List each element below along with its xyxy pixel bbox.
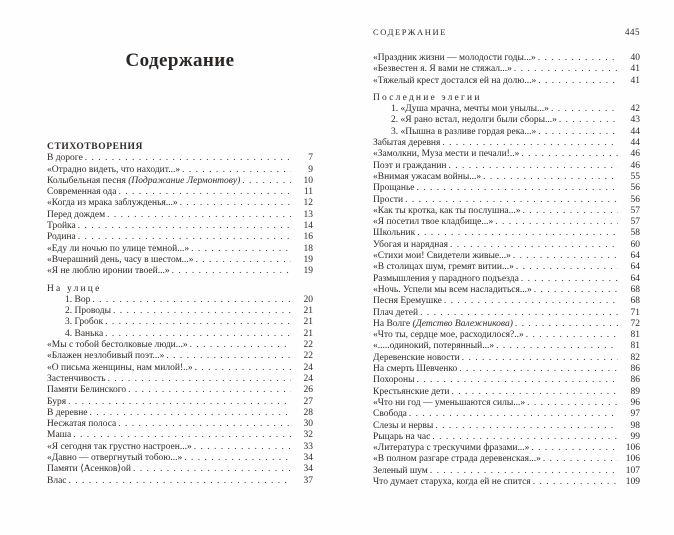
toc-entry xyxy=(47,306,313,317)
toc-entry xyxy=(47,340,313,351)
entry-title: «Что ни год — уменьшаются силы...» xyxy=(373,397,526,408)
toc-entry xyxy=(373,115,640,126)
leader-dots xyxy=(196,255,291,266)
toc-entry xyxy=(373,183,640,194)
entry-title: Несжатая полоса xyxy=(47,419,117,430)
entry-title: Крестьянские дети xyxy=(373,386,450,397)
toc-entry xyxy=(373,364,640,375)
entry-page-number: 60 xyxy=(630,239,640,250)
toc-entry xyxy=(373,454,640,465)
entry-page-number: 86 xyxy=(630,375,640,386)
toc-entry xyxy=(373,228,640,239)
toc-entry xyxy=(373,172,640,183)
toc-entry xyxy=(373,285,640,296)
leader-dots xyxy=(417,183,618,194)
entry-title: Последние элегии xyxy=(373,92,482,103)
leader-dots xyxy=(513,251,618,262)
leader-dots xyxy=(538,76,618,87)
entry-title: «О письма женщины, нам милой!..» xyxy=(47,362,193,373)
entry-page-number: 71 xyxy=(630,307,640,318)
toc-entry xyxy=(47,351,313,362)
toc-entry xyxy=(373,432,640,443)
entry-title: Рыцарь на час xyxy=(373,431,431,442)
entry-page-number: 68 xyxy=(630,296,640,307)
entry-title: Колыбельная песня (Подражание Лермонтову) xyxy=(47,175,241,186)
page-title: Содержание xyxy=(125,50,235,71)
entry-page-number: 55 xyxy=(630,171,640,182)
entry-page-number: 81 xyxy=(630,341,640,352)
entry-page-number: 106 xyxy=(625,443,640,454)
entry-title: «Отрадно видеть, что находит...» xyxy=(47,164,181,175)
leader-dots xyxy=(92,295,291,306)
leader-dots xyxy=(543,454,618,465)
toc-entry xyxy=(373,421,640,432)
entry-page-number: 82 xyxy=(630,352,640,363)
toc-entry xyxy=(47,453,313,464)
running-header xyxy=(373,27,640,37)
toc-entry xyxy=(373,341,640,352)
leader-dots xyxy=(405,195,618,206)
toc-entry xyxy=(373,127,640,138)
entry-title: Что думает старуха, когда ей не спится xyxy=(373,476,531,487)
toc-entry xyxy=(47,198,313,209)
leader-dots xyxy=(190,340,291,351)
entry-page-number: 43 xyxy=(630,115,640,126)
toc-entry xyxy=(47,244,313,255)
toc-entry xyxy=(47,464,313,475)
leader-dots xyxy=(521,149,618,160)
leader-dots xyxy=(462,353,618,364)
toc-entry xyxy=(373,308,640,319)
toc-entry xyxy=(47,255,313,266)
leader-dots xyxy=(113,306,291,317)
entry-page-number: 26 xyxy=(303,385,313,396)
entry-page-number: 24 xyxy=(303,362,313,373)
entry-page-number: 9 xyxy=(308,164,313,175)
entry-title: Маша xyxy=(47,430,72,441)
leader-dots xyxy=(449,161,618,172)
entry-page-number: 21 xyxy=(303,306,313,317)
entry-page-number: 10 xyxy=(303,175,313,186)
entry-title: Убогая и нарядная xyxy=(373,239,448,250)
entry-title: Влас xyxy=(47,475,67,486)
leader-dots xyxy=(78,221,291,232)
entry-title: «Праздник жизни — молодости годы...» xyxy=(373,53,536,63)
leader-dots xyxy=(521,274,618,285)
entry-page-number: 56 xyxy=(630,194,640,205)
running-header-title: СОДЕРЖАНИЕ xyxy=(373,27,448,37)
left-page xyxy=(47,50,313,487)
right-page xyxy=(373,27,640,488)
leader-dots xyxy=(523,206,618,217)
entry-title: Тройка xyxy=(47,221,76,232)
leader-dots xyxy=(90,408,291,419)
entry-page-number: 7 xyxy=(308,153,313,164)
entry-page-number: 86 xyxy=(630,364,640,375)
entry-title: В деревне xyxy=(47,407,88,418)
leader-dots xyxy=(420,308,618,319)
entry-title: 2. Проводы xyxy=(65,306,111,317)
leader-dots xyxy=(118,419,291,430)
leader-dots xyxy=(68,397,291,408)
toc-entry xyxy=(373,409,640,420)
toc-entry xyxy=(47,430,313,441)
entry-title: Современная ода xyxy=(47,187,117,198)
leader-dots xyxy=(432,432,618,443)
entry-page-number: 106 xyxy=(625,454,640,465)
entry-title: Буря xyxy=(47,396,67,407)
toc-entry xyxy=(47,363,313,374)
toc-entry xyxy=(373,161,640,172)
leader-dots xyxy=(118,187,291,198)
toc-entry xyxy=(47,187,313,198)
entry-title: На Волге (Детство Валежникова) xyxy=(373,318,513,329)
leader-dots xyxy=(172,266,291,277)
leader-dots xyxy=(496,341,618,352)
entry-page-number: 107 xyxy=(625,465,640,476)
toc-entry xyxy=(373,375,640,386)
leader-dots xyxy=(514,64,618,75)
page-folio: 445 xyxy=(625,27,640,37)
entry-title: Забытая деревня xyxy=(373,138,441,149)
entry-title: 4. Ванька xyxy=(65,328,104,339)
entry-title: «Ночь. Успели мы всем насладиться...» xyxy=(373,284,532,295)
entry-title: «Тяжелый крест достался ей на долю...» xyxy=(373,75,537,86)
entry-title: 1. Вор xyxy=(65,294,91,305)
entry-page-number: 11 xyxy=(303,187,313,198)
entry-page-number: 21 xyxy=(303,328,313,339)
toc-list-right xyxy=(373,53,640,488)
entry-title: «Я не люблю иронии твоей...» xyxy=(47,266,170,277)
entry-page-number: 64 xyxy=(630,273,640,284)
entry-title: Памяти Белинского xyxy=(47,385,127,396)
entry-title: Слезы и нервы xyxy=(373,420,434,431)
entry-title: «.....одинокий, потерянный...» xyxy=(373,341,495,352)
entry-title: «Когда из мрака заблужденья...» xyxy=(47,198,178,209)
entry-title: На улице xyxy=(47,283,102,294)
leader-dots xyxy=(444,296,618,307)
toc-entry xyxy=(373,53,640,64)
toc-entry xyxy=(47,210,313,221)
toc-entry xyxy=(47,397,313,408)
entry-title: «Я сегодня так грустно настроен...» xyxy=(47,441,192,452)
leader-dots xyxy=(452,387,619,398)
leader-dots xyxy=(194,442,291,453)
toc-entry xyxy=(373,195,640,206)
entry-page-number: 24 xyxy=(303,373,313,384)
toc-section-heading xyxy=(373,93,640,104)
entry-title: Школьник xyxy=(373,228,416,239)
toc-entry xyxy=(47,295,313,306)
leader-dots xyxy=(195,363,291,374)
entry-page-number: 57 xyxy=(630,205,640,216)
toc-entry xyxy=(373,64,640,75)
entry-page-number: 21 xyxy=(303,317,313,328)
entry-page-number: 98 xyxy=(630,420,640,431)
section-heading-poems: СТИХОТВОРЕНИЯ xyxy=(47,142,143,152)
entry-page-number: 64 xyxy=(630,262,640,273)
entry-title: «Стихи мои! Свидетели живые...» xyxy=(373,251,511,262)
entry-page-number: 44 xyxy=(630,138,640,149)
entry-page-number: 33 xyxy=(303,441,313,452)
leader-dots xyxy=(107,210,291,221)
leader-dots xyxy=(533,477,618,488)
entry-page-number: 41 xyxy=(630,64,640,75)
entry-page-number: 16 xyxy=(303,232,313,243)
leader-dots xyxy=(551,104,618,115)
entry-title: «Еду ли ночью по улице темной...» xyxy=(47,243,190,254)
entry-title: Плач детей xyxy=(373,307,419,318)
entry-title: Прости xyxy=(373,194,404,205)
toc-entry xyxy=(373,240,640,251)
entry-page-number: 19 xyxy=(303,266,313,277)
toc-entry xyxy=(47,165,313,176)
toc-entry xyxy=(47,408,313,419)
entry-title: Зеленый шум xyxy=(373,465,428,476)
entry-page-number: 20 xyxy=(303,294,313,305)
toc-entry xyxy=(47,317,313,328)
entry-page-number: 57 xyxy=(630,217,640,228)
entry-page-number: 12 xyxy=(303,198,313,209)
leader-dots xyxy=(133,464,291,475)
entry-page-number: 18 xyxy=(303,243,313,254)
leader-dots xyxy=(182,165,291,176)
toc-entry xyxy=(373,104,640,115)
toc-entry xyxy=(47,442,313,453)
entry-title: Родина xyxy=(47,232,76,243)
leader-dots xyxy=(534,285,618,296)
toc-entry xyxy=(373,217,640,228)
entry-title: Деревенские новости xyxy=(373,352,460,363)
leader-dots xyxy=(515,319,618,330)
leader-dots xyxy=(538,53,618,64)
entry-page-number: 19 xyxy=(303,254,313,265)
leader-dots xyxy=(191,244,291,255)
entry-title: Похороны xyxy=(373,375,415,386)
toc-entry xyxy=(373,149,640,160)
toc-entry xyxy=(47,153,313,164)
entry-title: Застенчивость xyxy=(47,373,106,384)
toc-entry xyxy=(47,329,313,340)
leader-dots xyxy=(442,138,618,149)
entry-title: 2. «Я рано встал, недолги были сборы...» xyxy=(391,115,557,126)
entry-page-number: 64 xyxy=(630,251,640,262)
leader-dots xyxy=(516,262,618,273)
leader-dots xyxy=(459,364,618,375)
entry-page-number: 109 xyxy=(625,476,640,487)
leader-dots xyxy=(526,330,618,341)
entry-page-number: 81 xyxy=(630,330,640,341)
leader-dots xyxy=(184,453,291,464)
toc-entry xyxy=(373,398,640,409)
entry-page-number: 99 xyxy=(630,431,640,442)
entry-title: Перед дождем xyxy=(47,209,106,220)
toc-entry xyxy=(373,76,640,87)
leader-dots xyxy=(85,153,291,164)
leader-dots xyxy=(78,232,291,243)
leader-dots xyxy=(180,198,291,209)
toc-entry xyxy=(47,266,313,277)
leader-dots xyxy=(417,228,618,239)
entry-page-number: 14 xyxy=(303,221,313,232)
entry-page-number: 37 xyxy=(303,475,313,486)
toc-entry xyxy=(47,176,313,187)
toc-entry xyxy=(373,206,640,217)
entry-title: «Безвестен я. Я вами не стяжал...» xyxy=(373,64,512,75)
entry-page-number: 68 xyxy=(630,284,640,295)
entry-page-number: 22 xyxy=(303,351,313,362)
leader-dots xyxy=(450,240,618,251)
entry-title: «Блажен незлобивый поэт...» xyxy=(47,351,165,362)
toc-entry xyxy=(47,232,313,243)
leader-dots xyxy=(128,385,291,396)
leader-dots xyxy=(166,351,291,362)
leader-dots xyxy=(430,466,618,477)
leader-dots xyxy=(73,430,291,441)
leader-dots xyxy=(483,172,618,183)
entry-page-number: 46 xyxy=(630,149,640,160)
entry-page-number: 97 xyxy=(630,409,640,420)
leader-dots xyxy=(69,476,291,487)
toc-list-left xyxy=(47,153,313,487)
entry-title-italic: (Подражание Лермонтову) xyxy=(128,175,241,186)
entry-page-number: 89 xyxy=(630,386,640,397)
entry-page-number: 41 xyxy=(630,75,640,86)
leader-dots xyxy=(538,127,618,138)
entry-page-number: 34 xyxy=(303,453,313,464)
leader-dots xyxy=(105,317,291,328)
toc-entry xyxy=(47,221,313,232)
entry-title: «Замолкни, Муза мести и печали!..» xyxy=(373,149,520,160)
entry-title: Прощанье xyxy=(373,183,415,194)
leader-dots xyxy=(495,217,618,228)
toc-entry xyxy=(373,138,640,149)
leader-dots xyxy=(531,443,618,454)
entry-title: Песня Еремушке xyxy=(373,296,442,307)
entry-page-number: 28 xyxy=(303,407,313,418)
leader-dots xyxy=(242,176,291,187)
entry-page-number: 32 xyxy=(303,430,313,441)
leader-dots xyxy=(559,115,618,126)
toc-entry xyxy=(373,262,640,273)
toc-entry xyxy=(373,353,640,364)
entry-title: «Как ты кротка, как ты послушна...» xyxy=(373,205,521,216)
toc-section-heading xyxy=(47,284,313,295)
toc-entry xyxy=(47,374,313,385)
toc-entry xyxy=(47,419,313,430)
entry-page-number: 34 xyxy=(303,464,313,475)
entry-title: Свобода xyxy=(373,409,407,420)
entry-title: «В столицах шум, гремят витии...» xyxy=(373,262,514,273)
toc-entry xyxy=(373,387,640,398)
leader-dots xyxy=(105,329,291,340)
entry-title: 3. «Пышна в разливе гордая река...» xyxy=(391,126,537,137)
entry-title-italic: (Детство Валежникова) xyxy=(412,318,513,329)
entry-page-number: 30 xyxy=(303,419,313,430)
toc-entry xyxy=(373,319,640,330)
entry-title: «Что ты, сердце мое, расходилося?..» xyxy=(373,330,524,341)
entry-page-number: 40 xyxy=(630,53,640,63)
toc-entry xyxy=(373,251,640,262)
entry-page-number: 22 xyxy=(303,340,313,351)
entry-title: 3. Гробок xyxy=(65,317,104,328)
toc-entry xyxy=(373,466,640,477)
entry-title: 1. «Душа мрачна, мечты мои унылы...» xyxy=(391,104,549,115)
entry-page-number: 13 xyxy=(303,209,313,220)
entry-title: Памяти ⟨Асенков⟩ой xyxy=(47,464,131,475)
entry-title: «Вчерашний день, часу в шестом...» xyxy=(47,254,194,265)
toc-entry xyxy=(373,330,640,341)
entry-title: В дороге xyxy=(47,153,83,164)
leader-dots xyxy=(416,375,618,386)
toc-entry xyxy=(373,443,640,454)
entry-title: «Внимая ужасам войны...» xyxy=(373,171,482,182)
toc-entry xyxy=(373,296,640,307)
entry-title: «Мы с тобой бестолковые люди...» xyxy=(47,340,188,351)
entry-title: Размышления у парадного подъезда xyxy=(373,273,519,284)
entry-page-number: 58 xyxy=(630,228,640,239)
toc-entry xyxy=(47,385,313,396)
entry-title: Поэт и гражданин xyxy=(373,160,447,171)
entry-title: «В полном разгаре страда деревенская...» xyxy=(373,454,541,465)
toc-entry xyxy=(373,477,640,488)
leader-dots xyxy=(409,409,618,420)
toc-entry xyxy=(373,274,640,285)
entry-page-number: 72 xyxy=(630,318,640,329)
leader-dots xyxy=(435,421,618,432)
entry-page-number: 42 xyxy=(630,104,640,115)
entry-title: «Давно — отвергнутый тобою...» xyxy=(47,453,183,464)
entry-title: «Я посетил твое кладбище...» xyxy=(373,217,494,228)
entry-page-number: 44 xyxy=(630,126,640,137)
leader-dots xyxy=(108,374,291,385)
entry-page-number: 56 xyxy=(630,183,640,194)
entry-page-number: 96 xyxy=(630,397,640,408)
toc-entry xyxy=(47,476,313,487)
entry-page-number: 27 xyxy=(303,396,313,407)
entry-title: «Литература с трескучими фразами...» xyxy=(373,443,530,454)
entry-title: На смерть Шевченко xyxy=(373,364,458,375)
leader-dots xyxy=(527,398,618,409)
entry-page-number: 46 xyxy=(630,160,640,171)
